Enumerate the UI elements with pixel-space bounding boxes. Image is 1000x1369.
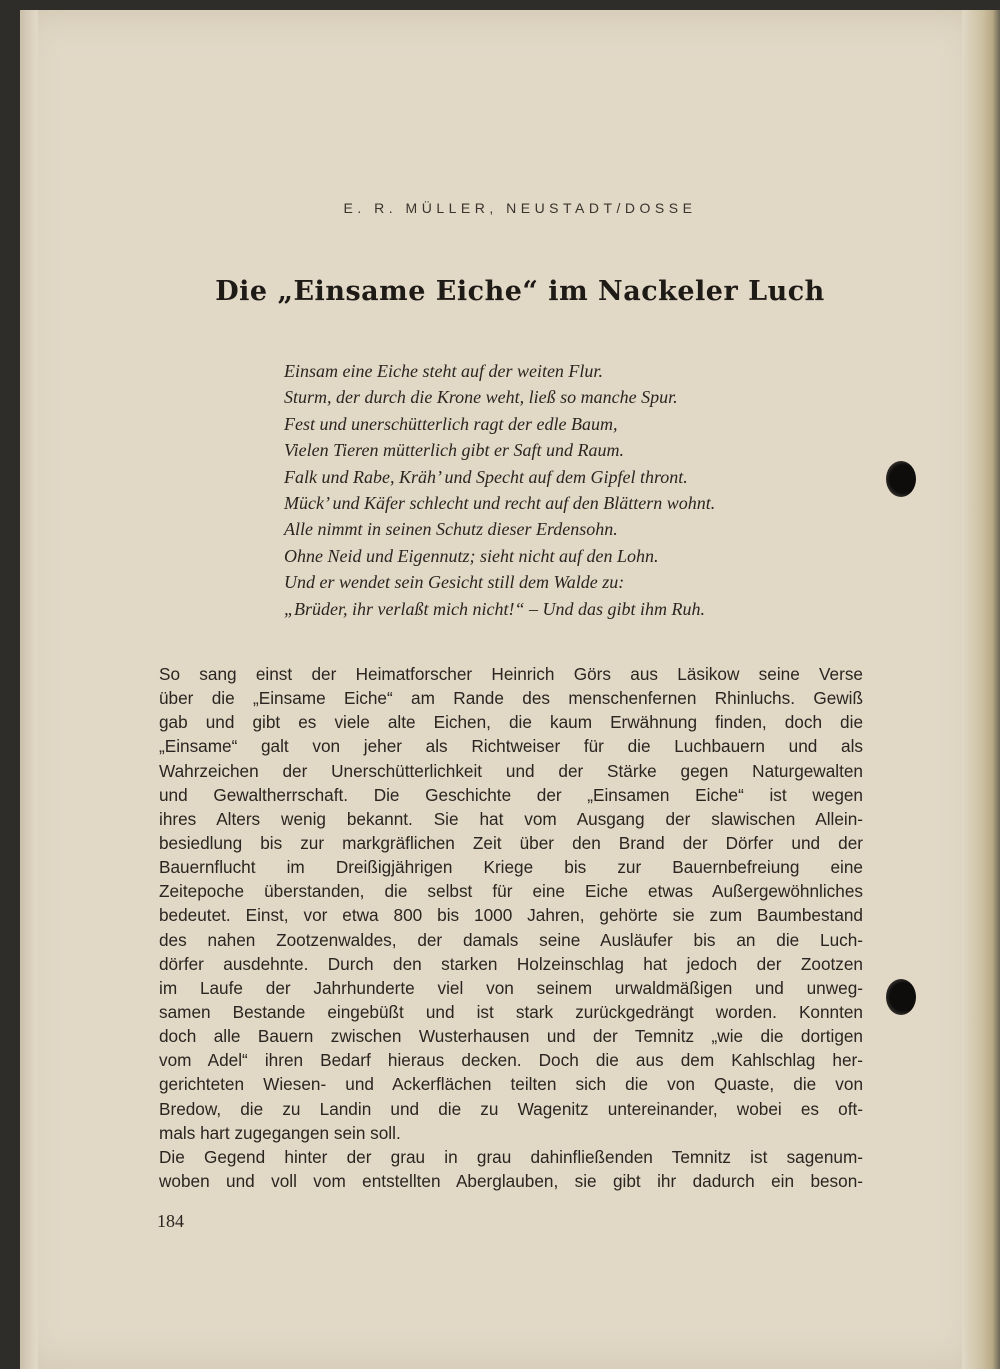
body-line: gab und gibt es viele alte Eichen, die kaum Erwähnung finden, doch die <box>159 712 863 733</box>
body-line: gerichteten Wiesen- und Ackerflächen teilten sich die von Quaste, die von <box>159 1074 863 1095</box>
poem-line: Und er wendet sein Gesicht still dem Walde zu: <box>284 572 625 593</box>
poem-line: Mück’ und Käfer schlecht und recht auf den Blättern wohnt. <box>284 492 716 513</box>
body-line: ihres Alters wenig bekannt. Sie hat vom Ausgang der slawischen Allein- <box>159 808 863 829</box>
body-line: doch alle Bauern zwischen Wusterhausen und der Temnitz „wie die dortigen <box>159 1026 863 1047</box>
body-line: Bredow, die zu Landin und die zu Wagenitz untereinander, wobei es oft- <box>159 1098 863 1119</box>
body-line: Wahrzeichen der Unerschütterlichkeit und der Stärke gegen Naturgewalten <box>159 760 863 781</box>
poem <box>284 358 715 622</box>
punch-hole-lower <box>886 979 916 1015</box>
poem-line: Alle nimmt in seinen Schutz dieser Erdensohn. <box>284 519 618 540</box>
body-line: des nahen Zootzenwaldes, der damals seine Ausläufer bis an die Luch- <box>159 929 863 950</box>
body-line: Zeitepoche überstanden, die selbst für eine Eiche etwas Außergewöhnliches <box>159 881 863 902</box>
page-number: 184 <box>157 1211 184 1231</box>
body-line: So sang einst der Heimatforscher Heinrich Görs aus Läsikow seine Verse <box>159 664 863 684</box>
poem-line: Falk und Rabe, Kräh’ und Specht auf dem Gipfel thront. <box>284 466 688 487</box>
poem-line: Ohne Neid und Eigennutz; sieht nicht auf den Lohn. <box>284 545 659 566</box>
body-line: Bauernflucht im Dreißigjährigen Kriege bis zur Bauernbefreiung eine <box>159 857 863 878</box>
body-line: dörfer ausdehnte. Durch den starken Holzeinschlag hat jedoch der Zootzen <box>159 953 863 974</box>
body-line: über die „Einsame Eiche“ am Rande des menschenfernen Rhinluchs. Gewiß <box>159 688 863 709</box>
poem-line: Vielen Tieren mütterlich gibt er Saft und Raum. <box>284 440 624 461</box>
body-line: besiedlung bis zur markgräflichen Zeit über den Brand der Dörfer und der <box>159 832 863 853</box>
poem-line: Sturm, der durch die Krone weht, ließ so manche Spur. <box>284 387 678 408</box>
punch-hole-upper <box>886 461 916 497</box>
article-title: Die „Einsame Eiche“ im Nackeler Luch <box>215 276 825 307</box>
body-line: samen Bestande eingebüßt und ist stark zurückgedrängt worden. Konnten <box>159 1001 863 1022</box>
body-text <box>159 662 863 1193</box>
author-header: E. R. MÜLLER, NEUSTADT/DOSSE <box>343 200 697 216</box>
body-line: und Gewaltherrschaft. Die Geschichte der „Einsamen Eiche“ ist wegen <box>159 784 863 805</box>
poem-line: „Brüder, ihr verlaßt mich nicht!“ – Und das gibt ihm Ruh. <box>284 598 705 619</box>
body-line: woben und voll vom entstellten Aberglauben, sie gibt ihr dadurch ein beson- <box>159 1170 863 1191</box>
body-line: „Einsame“ galt von jeher als Richtweiser für die Luchbauern und als <box>159 736 863 757</box>
poem-line: Fest und unerschütterlich ragt der edle Baum, <box>284 413 618 434</box>
body-line: vom Adel“ ihren Bedarf hieraus decken. Doch die aus dem Kahlschlag her- <box>159 1050 863 1071</box>
body-line: bedeutet. Einst, vor etwa 800 bis 1000 Jahren, gehörte sie zum Baumbestand <box>159 905 863 926</box>
body-line: Die Gegend hinter der grau in grau dahinfließenden Temnitz ist sagenum- <box>159 1146 863 1167</box>
poem-line: Einsam eine Eiche steht auf der weiten Flur. <box>284 361 603 381</box>
body-line: im Laufe der Jahrhunderte viel von seinem urwaldmäßigen und unweg- <box>159 977 863 998</box>
body-line: mals hart zugegangen sein soll. <box>159 1122 401 1143</box>
